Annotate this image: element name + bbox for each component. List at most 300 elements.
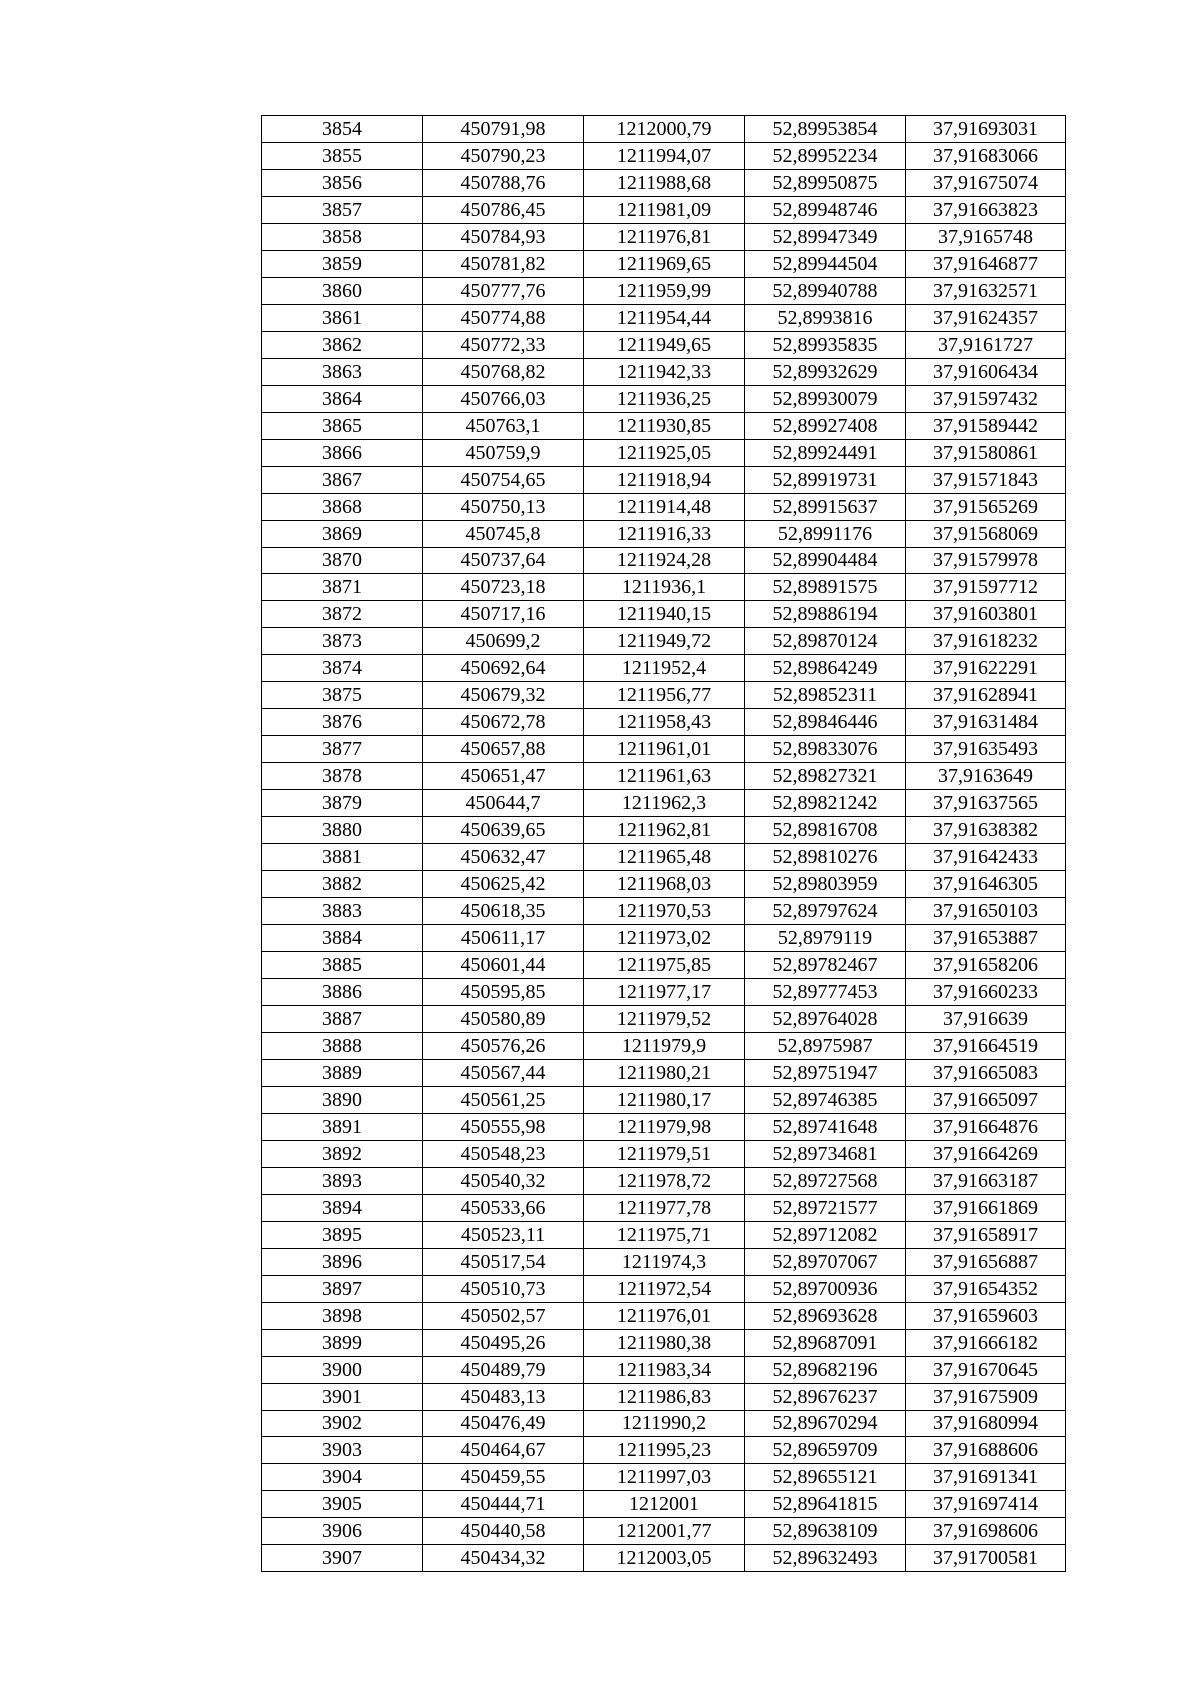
latitude-cell: 52,89682196 [745,1356,906,1383]
y-coordinate-cell: 1211916,33 [584,520,745,547]
table-row [262,385,1066,412]
longitude-cell: 37,91693031 [906,116,1066,143]
latitude-cell: 52,89821242 [745,790,906,817]
y-coordinate-cell: 1211977,17 [584,979,745,1006]
table-row [262,628,1066,655]
table-row [262,1437,1066,1464]
x-coordinate-cell: 450464,67 [423,1437,584,1464]
x-coordinate-cell: 450459,55 [423,1464,584,1491]
longitude-cell: 37,91603801 [906,601,1066,628]
table-row [262,412,1066,439]
table-row [262,277,1066,304]
latitude-cell: 52,89944504 [745,250,906,277]
longitude-cell: 37,91635493 [906,736,1066,763]
table-row [262,331,1066,358]
x-coordinate-cell: 450523,11 [423,1221,584,1248]
y-coordinate-cell: 1211977,78 [584,1194,745,1221]
point-number-cell: 3875 [262,682,423,709]
point-number-cell: 3854 [262,116,423,143]
longitude-cell: 37,91675074 [906,169,1066,196]
point-number-cell: 3880 [262,817,423,844]
y-coordinate-cell: 1212001,77 [584,1518,745,1545]
y-coordinate-cell: 1211997,03 [584,1464,745,1491]
x-coordinate-cell: 450754,65 [423,466,584,493]
latitude-cell: 52,89953854 [745,116,906,143]
x-coordinate-cell: 450672,78 [423,709,584,736]
point-number-cell: 3897 [262,1275,423,1302]
latitude-cell: 52,89852311 [745,682,906,709]
longitude-cell: 37,91698606 [906,1518,1066,1545]
y-coordinate-cell: 1211940,15 [584,601,745,628]
x-coordinate-cell: 450766,03 [423,385,584,412]
latitude-cell: 52,89950875 [745,169,906,196]
latitude-cell: 52,89886194 [745,601,906,628]
point-number-cell: 3901 [262,1383,423,1410]
table-row [262,952,1066,979]
latitude-cell: 52,89932629 [745,358,906,385]
longitude-cell: 37,91589442 [906,412,1066,439]
x-coordinate-cell: 450476,49 [423,1410,584,1437]
y-coordinate-cell: 1211961,63 [584,763,745,790]
y-coordinate-cell: 1212003,05 [584,1545,745,1572]
table-row [262,1248,1066,1275]
table-row [262,1167,1066,1194]
y-coordinate-cell: 1211942,33 [584,358,745,385]
x-coordinate-cell: 450759,9 [423,439,584,466]
table-row [262,493,1066,520]
longitude-cell: 37,91665083 [906,1059,1066,1086]
longitude-cell: 37,91571843 [906,466,1066,493]
table-row [262,1221,1066,1248]
point-number-cell: 3858 [262,223,423,250]
longitude-cell: 37,9163649 [906,763,1066,790]
y-coordinate-cell: 1211962,3 [584,790,745,817]
table-row [262,709,1066,736]
table-row [262,1410,1066,1437]
x-coordinate-cell: 450774,88 [423,304,584,331]
x-coordinate-cell: 450517,54 [423,1248,584,1275]
table-row [262,1032,1066,1059]
table-row [262,1302,1066,1329]
latitude-cell: 52,89700936 [745,1275,906,1302]
point-number-cell: 3893 [262,1167,423,1194]
latitude-cell: 52,89827321 [745,763,906,790]
latitude-cell: 52,89927408 [745,412,906,439]
table-row [262,844,1066,871]
y-coordinate-cell: 1211988,68 [584,169,745,196]
table-row [262,736,1066,763]
latitude-cell: 52,89870124 [745,628,906,655]
point-number-cell: 3890 [262,1086,423,1113]
point-number-cell: 3898 [262,1302,423,1329]
y-coordinate-cell: 1211956,77 [584,682,745,709]
x-coordinate-cell: 450595,85 [423,979,584,1006]
latitude-cell: 52,89676237 [745,1383,906,1410]
y-coordinate-cell: 1211973,02 [584,925,745,952]
y-coordinate-cell: 1211995,23 [584,1437,745,1464]
longitude-cell: 37,91624357 [906,304,1066,331]
table-row [262,1113,1066,1140]
point-number-cell: 3886 [262,979,423,1006]
y-coordinate-cell: 1211975,71 [584,1221,745,1248]
longitude-cell: 37,9165748 [906,223,1066,250]
longitude-cell: 37,91670645 [906,1356,1066,1383]
x-coordinate-cell: 450644,7 [423,790,584,817]
latitude-cell: 52,89693628 [745,1302,906,1329]
x-coordinate-cell: 450576,26 [423,1032,584,1059]
latitude-cell: 52,89919731 [745,466,906,493]
table-row [262,871,1066,898]
longitude-cell: 37,91568069 [906,520,1066,547]
longitude-cell: 37,91663823 [906,196,1066,223]
point-number-cell: 3860 [262,277,423,304]
table-row [262,1383,1066,1410]
longitude-cell: 37,91654352 [906,1275,1066,1302]
table-row [262,898,1066,925]
point-number-cell: 3878 [262,763,423,790]
longitude-cell: 37,91658206 [906,952,1066,979]
latitude-cell: 52,89952234 [745,142,906,169]
table-row [262,1086,1066,1113]
table-row [262,250,1066,277]
x-coordinate-cell: 450790,23 [423,142,584,169]
point-number-cell: 3885 [262,952,423,979]
point-number-cell: 3905 [262,1491,423,1518]
x-coordinate-cell: 450440,58 [423,1518,584,1545]
point-number-cell: 3859 [262,250,423,277]
latitude-cell: 52,89687091 [745,1329,906,1356]
table-row [262,358,1066,385]
y-coordinate-cell: 1211983,34 [584,1356,745,1383]
point-number-cell: 3857 [262,196,423,223]
x-coordinate-cell: 450772,33 [423,331,584,358]
latitude-cell: 52,89741648 [745,1113,906,1140]
point-number-cell: 3867 [262,466,423,493]
y-coordinate-cell: 1211962,81 [584,817,745,844]
table-row [262,1275,1066,1302]
table-row [262,1194,1066,1221]
x-coordinate-cell: 450533,66 [423,1194,584,1221]
x-coordinate-cell: 450679,32 [423,682,584,709]
point-number-cell: 3863 [262,358,423,385]
point-number-cell: 3907 [262,1545,423,1572]
x-coordinate-cell: 450444,71 [423,1491,584,1518]
x-coordinate-cell: 450510,73 [423,1275,584,1302]
longitude-cell: 37,91653887 [906,925,1066,952]
x-coordinate-cell: 450781,82 [423,250,584,277]
latitude-cell: 52,89803959 [745,871,906,898]
latitude-cell: 52,89846446 [745,709,906,736]
point-number-cell: 3874 [262,655,423,682]
x-coordinate-cell: 450784,93 [423,223,584,250]
y-coordinate-cell: 1211990,2 [584,1410,745,1437]
y-coordinate-cell: 1211952,4 [584,655,745,682]
x-coordinate-cell: 450791,98 [423,116,584,143]
latitude-cell: 52,89641815 [745,1491,906,1518]
x-coordinate-cell: 450651,47 [423,763,584,790]
longitude-cell: 37,91700581 [906,1545,1066,1572]
latitude-cell: 52,89712082 [745,1221,906,1248]
longitude-cell: 37,91642433 [906,844,1066,871]
x-coordinate-cell: 450540,32 [423,1167,584,1194]
latitude-cell: 52,89833076 [745,736,906,763]
y-coordinate-cell: 1211974,3 [584,1248,745,1275]
longitude-cell: 37,91666182 [906,1329,1066,1356]
latitude-cell: 52,89670294 [745,1410,906,1437]
latitude-cell: 52,89947349 [745,223,906,250]
latitude-cell: 52,89816708 [745,817,906,844]
y-coordinate-cell: 1211959,99 [584,277,745,304]
x-coordinate-cell: 450639,65 [423,817,584,844]
point-number-cell: 3879 [262,790,423,817]
x-coordinate-cell: 450489,79 [423,1356,584,1383]
table-row [262,574,1066,601]
point-number-cell: 3892 [262,1140,423,1167]
y-coordinate-cell: 1212001 [584,1491,745,1518]
x-coordinate-cell: 450717,16 [423,601,584,628]
y-coordinate-cell: 1211970,53 [584,898,745,925]
y-coordinate-cell: 1211969,65 [584,250,745,277]
latitude-cell: 52,89864249 [745,655,906,682]
x-coordinate-cell: 450434,32 [423,1545,584,1572]
longitude-cell: 37,91664269 [906,1140,1066,1167]
point-number-cell: 3902 [262,1410,423,1437]
longitude-cell: 37,91661869 [906,1194,1066,1221]
table-row [262,1329,1066,1356]
point-number-cell: 3869 [262,520,423,547]
longitude-cell: 37,91637565 [906,790,1066,817]
table-row [262,655,1066,682]
point-number-cell: 3876 [262,709,423,736]
longitude-cell: 37,91631484 [906,709,1066,736]
point-number-cell: 3883 [262,898,423,925]
y-coordinate-cell: 1211976,81 [584,223,745,250]
y-coordinate-cell: 1211914,48 [584,493,745,520]
longitude-cell: 37,91638382 [906,817,1066,844]
x-coordinate-cell: 450632,47 [423,844,584,871]
longitude-cell: 37,91628941 [906,682,1066,709]
longitude-cell: 37,91680994 [906,1410,1066,1437]
longitude-cell: 37,91683066 [906,142,1066,169]
table-row [262,790,1066,817]
y-coordinate-cell: 1212000,79 [584,116,745,143]
x-coordinate-cell: 450561,25 [423,1086,584,1113]
latitude-cell: 52,8975987 [745,1032,906,1059]
longitude-cell: 37,91660233 [906,979,1066,1006]
x-coordinate-cell: 450699,2 [423,628,584,655]
point-number-cell: 3868 [262,493,423,520]
table-row [262,116,1066,143]
x-coordinate-cell: 450611,17 [423,925,584,952]
latitude-cell: 52,89930079 [745,385,906,412]
longitude-cell: 37,91650103 [906,898,1066,925]
y-coordinate-cell: 1211958,43 [584,709,745,736]
longitude-cell: 37,91688606 [906,1437,1066,1464]
latitude-cell: 52,89782467 [745,952,906,979]
latitude-cell: 52,89904484 [745,547,906,574]
latitude-cell: 52,89707067 [745,1248,906,1275]
y-coordinate-cell: 1211925,05 [584,439,745,466]
point-number-cell: 3873 [262,628,423,655]
x-coordinate-cell: 450777,76 [423,277,584,304]
y-coordinate-cell: 1211980,38 [584,1329,745,1356]
x-coordinate-cell: 450763,1 [423,412,584,439]
latitude-cell: 52,89924491 [745,439,906,466]
latitude-cell: 52,89721577 [745,1194,906,1221]
longitude-cell: 37,91664876 [906,1113,1066,1140]
latitude-cell: 52,89810276 [745,844,906,871]
longitude-cell: 37,91646305 [906,871,1066,898]
point-number-cell: 3894 [262,1194,423,1221]
x-coordinate-cell: 450657,88 [423,736,584,763]
y-coordinate-cell: 1211972,54 [584,1275,745,1302]
x-coordinate-cell: 450750,13 [423,493,584,520]
longitude-cell: 37,91675909 [906,1383,1066,1410]
point-number-cell: 3861 [262,304,423,331]
point-number-cell: 3865 [262,412,423,439]
x-coordinate-cell: 450502,57 [423,1302,584,1329]
longitude-cell: 37,91597432 [906,385,1066,412]
longitude-cell: 37,91656887 [906,1248,1066,1275]
x-coordinate-cell: 450483,13 [423,1383,584,1410]
longitude-cell: 37,91618232 [906,628,1066,655]
point-number-cell: 3882 [262,871,423,898]
table-row [262,682,1066,709]
table-row [262,169,1066,196]
point-number-cell: 3877 [262,736,423,763]
longitude-cell: 37,91697414 [906,1491,1066,1518]
y-coordinate-cell: 1211924,28 [584,547,745,574]
longitude-cell: 37,91659603 [906,1302,1066,1329]
longitude-cell: 37,91597712 [906,574,1066,601]
longitude-cell: 37,91606434 [906,358,1066,385]
latitude-cell: 52,89746385 [745,1086,906,1113]
latitude-cell: 52,89777453 [745,979,906,1006]
table-row [262,1491,1066,1518]
latitude-cell: 52,89764028 [745,1005,906,1032]
y-coordinate-cell: 1211954,44 [584,304,745,331]
x-coordinate-cell: 450495,26 [423,1329,584,1356]
latitude-cell: 52,8991176 [745,520,906,547]
x-coordinate-cell: 450786,45 [423,196,584,223]
x-coordinate-cell: 450737,64 [423,547,584,574]
longitude-cell: 37,91691341 [906,1464,1066,1491]
y-coordinate-cell: 1211979,51 [584,1140,745,1167]
y-coordinate-cell: 1211965,48 [584,844,745,871]
point-number-cell: 3903 [262,1437,423,1464]
y-coordinate-cell: 1211930,85 [584,412,745,439]
y-coordinate-cell: 1211981,09 [584,196,745,223]
latitude-cell: 52,89655121 [745,1464,906,1491]
point-number-cell: 3889 [262,1059,423,1086]
longitude-cell: 37,916639 [906,1005,1066,1032]
latitude-cell: 52,89935835 [745,331,906,358]
latitude-cell: 52,89734681 [745,1140,906,1167]
x-coordinate-cell: 450618,35 [423,898,584,925]
x-coordinate-cell: 450692,64 [423,655,584,682]
longitude-cell: 37,91579978 [906,547,1066,574]
y-coordinate-cell: 1211936,25 [584,385,745,412]
table-row [262,1464,1066,1491]
y-coordinate-cell: 1211986,83 [584,1383,745,1410]
table-row [262,1356,1066,1383]
coordinates-table [261,115,1066,1572]
table-row [262,142,1066,169]
point-number-cell: 3864 [262,385,423,412]
point-number-cell: 3888 [262,1032,423,1059]
x-coordinate-cell: 450601,44 [423,952,584,979]
y-coordinate-cell: 1211979,98 [584,1113,745,1140]
y-coordinate-cell: 1211978,72 [584,1167,745,1194]
x-coordinate-cell: 450555,98 [423,1113,584,1140]
point-number-cell: 3872 [262,601,423,628]
point-number-cell: 3895 [262,1221,423,1248]
table-row [262,1059,1066,1086]
x-coordinate-cell: 450788,76 [423,169,584,196]
point-number-cell: 3891 [262,1113,423,1140]
y-coordinate-cell: 1211949,72 [584,628,745,655]
latitude-cell: 52,89751947 [745,1059,906,1086]
y-coordinate-cell: 1211936,1 [584,574,745,601]
table-row [262,466,1066,493]
table-row [262,547,1066,574]
point-number-cell: 3900 [262,1356,423,1383]
latitude-cell: 52,89940788 [745,277,906,304]
x-coordinate-cell: 450625,42 [423,871,584,898]
y-coordinate-cell: 1211976,01 [584,1302,745,1329]
longitude-cell: 37,91665097 [906,1086,1066,1113]
x-coordinate-cell: 450580,89 [423,1005,584,1032]
table-row [262,817,1066,844]
latitude-cell: 52,89948746 [745,196,906,223]
table-row [262,1005,1066,1032]
x-coordinate-cell: 450567,44 [423,1059,584,1086]
latitude-cell: 52,89659709 [745,1437,906,1464]
table-row [262,1518,1066,1545]
longitude-cell: 37,91646877 [906,250,1066,277]
y-coordinate-cell: 1211975,85 [584,952,745,979]
x-coordinate-cell: 450745,8 [423,520,584,547]
x-coordinate-cell: 450723,18 [423,574,584,601]
latitude-cell: 52,8993816 [745,304,906,331]
x-coordinate-cell: 450768,82 [423,358,584,385]
point-number-cell: 3881 [262,844,423,871]
longitude-cell: 37,91663187 [906,1167,1066,1194]
longitude-cell: 37,91664519 [906,1032,1066,1059]
latitude-cell: 52,89727568 [745,1167,906,1194]
latitude-cell: 52,89632493 [745,1545,906,1572]
point-number-cell: 3871 [262,574,423,601]
point-number-cell: 3906 [262,1518,423,1545]
x-coordinate-cell: 450548,23 [423,1140,584,1167]
point-number-cell: 3904 [262,1464,423,1491]
point-number-cell: 3887 [262,1005,423,1032]
table-row [262,763,1066,790]
y-coordinate-cell: 1211994,07 [584,142,745,169]
table-row [262,304,1066,331]
table-row [262,196,1066,223]
longitude-cell: 37,91658917 [906,1221,1066,1248]
point-number-cell: 3896 [262,1248,423,1275]
y-coordinate-cell: 1211979,9 [584,1032,745,1059]
table-row [262,223,1066,250]
table-row [262,439,1066,466]
longitude-cell: 37,91622291 [906,655,1066,682]
point-number-cell: 3866 [262,439,423,466]
y-coordinate-cell: 1211980,21 [584,1059,745,1086]
y-coordinate-cell: 1211979,52 [584,1005,745,1032]
table-row [262,1140,1066,1167]
